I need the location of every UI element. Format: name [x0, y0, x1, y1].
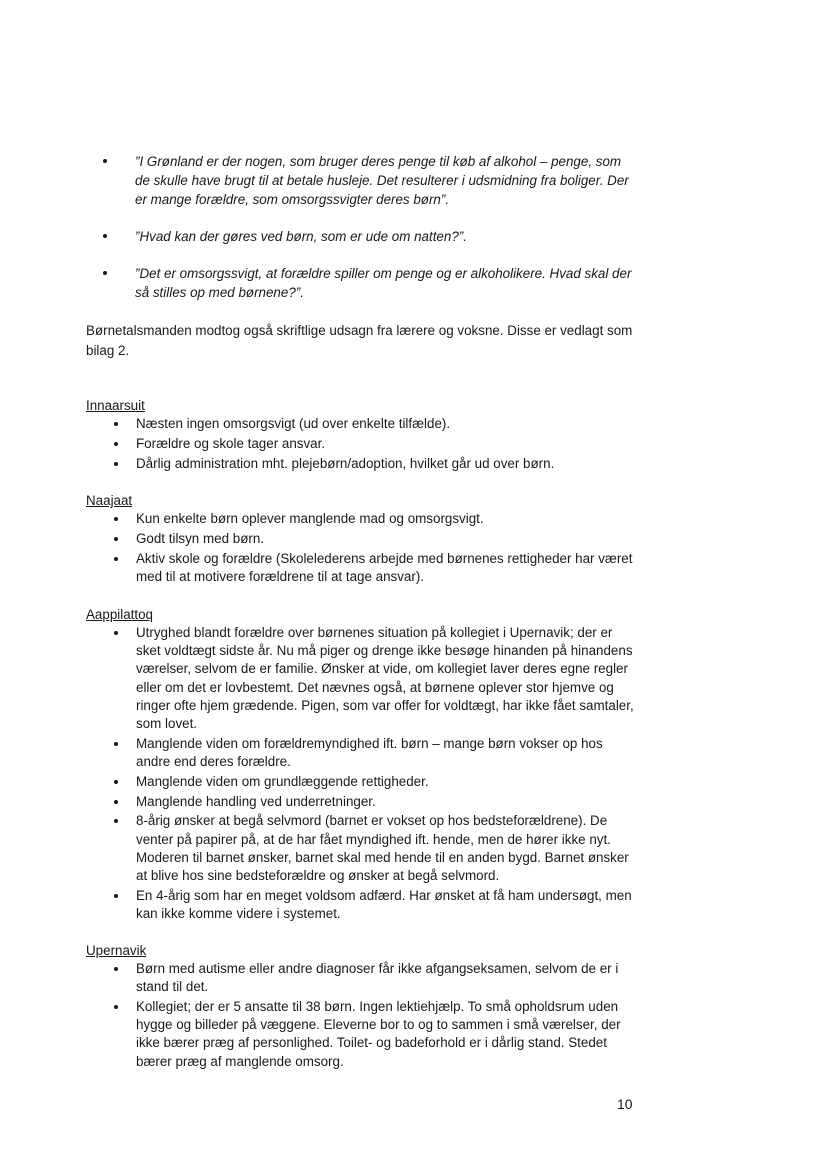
quote-item	[0, 264, 827, 302]
bullet-icon	[114, 557, 118, 561]
section-list	[0, 510, 827, 588]
list-item-text: Kollegiet; der er 5 ansatte til 38 børn. Ingen lektiehjælp. To små opholdsrum uden hygge og billeder på væggene. Eleverne bor to og to sammen i små værelser, der ikke bærer præg af personlighed. Toilet- og badeforhold er i dårlig stand. Stedet bærer præg af manglende omsorg.	[136, 999, 621, 1069]
list-item	[0, 510, 827, 528]
list-item-text: Manglende viden om grundlæggende rettigheder.	[136, 773, 429, 789]
page-number: 10	[617, 1096, 633, 1112]
bullet-icon	[114, 894, 118, 898]
list-item	[0, 773, 827, 791]
bullet-icon	[114, 1005, 118, 1009]
list-item-text: 8-årig ønsker at begå selvmord (barnet er vokset op hos bedsteforældrene). De venter på papirer på, at de har fået myndighed ift. hende, men de hører ikke nyt. Moderen til barnet ønsker, barnet skal med hende til en anden bygd. Barnet ønsker at blive hos sine bedsteforældre og ønsker at begå selvmord.	[136, 813, 629, 884]
list-item	[0, 960, 827, 996]
list-item	[0, 435, 827, 453]
quote-text: ”I Grønland er der nogen, som bruger deres penge til køb af alkohol – penge, som de skulle have brugt til at betale husleje. Det resulterer i udsmidning fra boliger. Der er mange forældre, som omsorgssvigter deres børn”.	[135, 154, 629, 207]
list-item-text: Dårlig administration mht. plejebørn/adoption, hvilket går ud over børn.	[136, 455, 555, 471]
list-item-text: Manglende viden om forældremyndighed ift. børn – mange børn vokser op hos andre end deres forældre.	[136, 735, 603, 770]
list-item-text: Utryghed blandt forældre over børnenes situation på kollegiet i Upernavik; der er sket voldtægt sidste år. Nu må piger og drenge ikke besøge hinanden på hinandens værelser, selvom de er familie. Ønsker at vide, om kollegiet laver deres egne regler eller om det er lovbestemt. Det nævnes også, at børnene oplever stor hjemve og ringer ofte hjem grædende. Pigen, som var offer for voldtægt, har ikke fået samtaler, som lovet.	[136, 625, 634, 732]
section-list	[0, 960, 827, 1072]
list-item	[0, 887, 827, 923]
quote-list	[0, 152, 827, 320]
quote-text: ”Hvad kan der gøres ved børn, som er ude om natten?”.	[135, 229, 467, 244]
section-heading: Upernavik	[86, 943, 147, 958]
list-item	[0, 550, 827, 586]
section-list	[0, 415, 827, 474]
list-item	[0, 793, 827, 811]
section-heading: Innaarsuit	[86, 398, 145, 413]
list-item	[0, 530, 827, 548]
bullet-icon	[114, 517, 118, 521]
bullet-icon	[114, 462, 118, 466]
section-list	[0, 624, 827, 925]
list-item	[0, 998, 827, 1071]
bullet-icon	[103, 159, 107, 163]
quote-text: ”Det er omsorgssvigt, at forældre spiller om penge og er alkoholikere. Hvad skal der så stilles op med børnene?”.	[135, 266, 632, 300]
bullet-icon	[114, 422, 118, 426]
body-paragraph: Børnetalsmanden modtog også skriftlige udsagn fra lærere og voksne. Disse er vedlagt som bilag 2.	[86, 323, 633, 358]
list-item-text: Børn med autisme eller andre diagnoser får ikke afgangseksamen, selvom de er i stand til det.	[136, 961, 619, 995]
list-item-text: Godt tilsyn med børn.	[136, 530, 265, 546]
bullet-icon	[114, 631, 118, 635]
list-item-text: Forældre og skole tager ansvar.	[136, 435, 326, 451]
list-item-text: En 4-årig som har en meget voldsom adfærd. Har ønsket at få ham undersøgt, men kan ikke komme videre i systemet.	[136, 887, 632, 922]
bullet-icon	[114, 819, 118, 823]
list-item-text: Næsten ingen omsorgsvigt (ud over enkelte tilfælde).	[136, 416, 451, 431]
list-item	[0, 415, 827, 433]
list-item	[0, 455, 827, 473]
list-item	[0, 812, 827, 885]
list-item-text: Aktiv skole og forældre (Skolelederens arbejde med børnenes rettigheder har været med til at motivere forældrene til at tage ansvar).	[136, 550, 633, 584]
bullet-icon	[114, 537, 118, 541]
bullet-icon	[114, 800, 118, 804]
bullet-icon	[103, 234, 107, 238]
list-item	[0, 624, 827, 733]
section-heading: Naajaat	[86, 493, 133, 508]
list-item-text: Manglende handling ved underretninger.	[136, 793, 376, 809]
list-item-text: Kun enkelte børn oplever manglende mad og omsorgsvigt.	[136, 511, 484, 526]
bullet-icon	[114, 742, 118, 746]
bullet-icon	[103, 271, 107, 275]
quote-item	[0, 227, 827, 246]
bullet-icon	[114, 967, 118, 971]
quote-item	[0, 152, 827, 209]
bullet-icon	[114, 780, 118, 784]
section-heading: Aappilattoq	[86, 607, 154, 622]
list-item	[0, 735, 827, 771]
bullet-icon	[114, 442, 118, 446]
